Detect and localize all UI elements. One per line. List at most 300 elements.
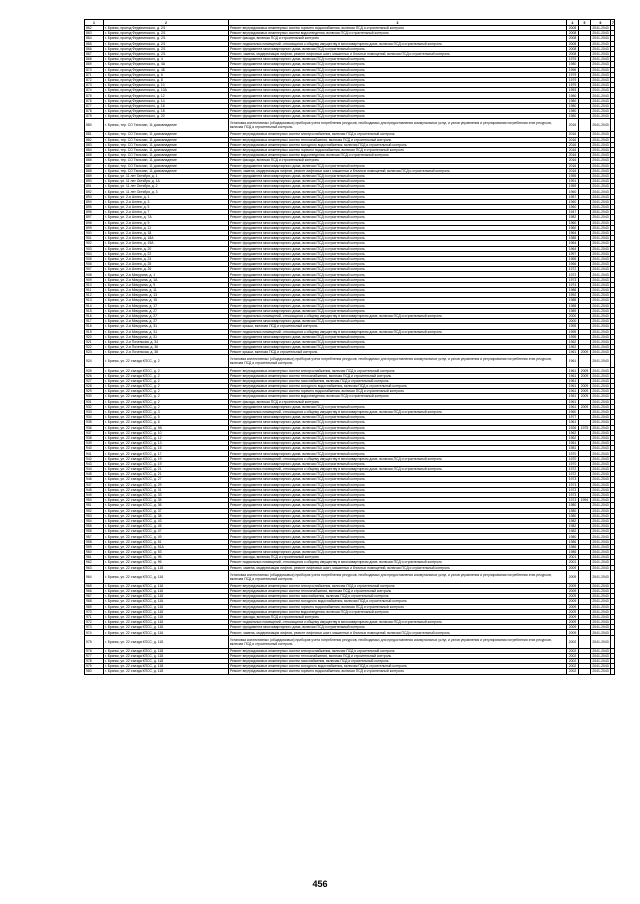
work-type-cell: Ремонт фундамента многоквартирного дома, включая ПСД и строительный контроль	[229, 420, 567, 425]
planned-period-cell: 2041-2043	[592, 103, 609, 108]
row-number-cell: 937	[85, 430, 104, 435]
address-cell: г. Брянск, ул. 22 съезда КПСС, д. 116	[104, 614, 229, 619]
planned-period-cell: 2041-2043	[592, 329, 609, 334]
year-built-cell: 1961	[567, 368, 579, 373]
year-built-cell: 1988	[567, 288, 579, 293]
address-cell: г. Брянск, ул. 2-я Мичурина, д. 11	[104, 288, 229, 293]
work-type-cell: Ремонт, замена, модернизация лифтов, ремонт лифтовых шахт, машинных и блочных помещений, включая ПСД и строительный контроль	[229, 565, 567, 570]
row-number-cell: 967	[85, 594, 104, 599]
work-type-cell: Ремонт внутридомовых инженерных систем холодного водоснабжения, включая ПСД и строительный контроль	[229, 599, 567, 604]
note-cell	[611, 119, 615, 132]
year-built-cell: 1995	[567, 324, 579, 329]
planned-period-cell: 2041-2043	[592, 565, 609, 570]
planned-period-cell: 2041-2043	[592, 345, 609, 350]
work-type-cell: Ремонт фундамента многоквартирного дома, включая ПСД и строительный контроль	[229, 345, 567, 350]
planned-period-cell: 2041-2043	[592, 114, 609, 119]
planned-period-cell: 2041-2043	[592, 384, 609, 389]
address-cell: г. Брянск, тер. СО Тюльпан, 11 домовладение	[104, 163, 229, 168]
address-cell: г. Брянск, ул. 2-я Аллея, д. 7А	[104, 215, 229, 220]
planned-period-cell: 2041-2043	[592, 472, 609, 477]
row-number-cell: 912	[85, 293, 104, 298]
planned-period-cell: 2041-2043	[592, 477, 609, 482]
address-cell: г. Брянск, проезд Федюнинского, д. 10	[104, 83, 229, 88]
work-type-cell: Ремонт фундамента многоквартирного дома, включая ПСД и строительный контроль	[229, 472, 567, 477]
work-type-cell: Ремонт фундамента многоквартирного дома, включая ПСД и строительный контроль	[229, 103, 567, 108]
row-number-cell: 950	[85, 498, 104, 503]
address-cell: г. Брянск, ул. 22 съезда КПСС, д. 53	[104, 550, 229, 555]
address-cell: г. Брянск, ул. 22 съезда КПСС, д. 51	[104, 539, 229, 544]
work-type-cell: Ремонт фасада, включая ПСД и строительный контроль	[229, 614, 567, 619]
year-built-cell: 1997	[567, 251, 579, 256]
row-number-cell: 903	[85, 246, 104, 251]
work-type-cell: Ремонт фундамента многоквартирного дома, включая ПСД и строительный контроль	[229, 544, 567, 549]
work-type-cell: Ремонт внутридомовых инженерных систем газоснабжения, включая ПСД и строительный контроль	[229, 378, 567, 383]
year-overhaul-cell	[579, 635, 591, 648]
address-cell: г. Брянск, ул. 22 съезда КПСС, д. 2	[104, 389, 229, 394]
year-built-cell: 2002	[567, 659, 579, 664]
year-overhaul-cell: 1975	[579, 425, 591, 430]
address-cell: г. Брянск, ул. 22 съезда КПСС, д. 116	[104, 570, 229, 583]
header-cell-2: 2	[104, 20, 229, 26]
work-type-cell: Ремонт фундамента многоквартирного дома, включая ПСД и строительный контроль	[229, 487, 567, 492]
work-type-cell: Ремонт крыши, включая ПСД и строительный контроль	[229, 350, 567, 355]
year-built-cell: 1962	[567, 435, 579, 440]
address-cell: г. Брянск, ул. 2-я Мичурина, д. 13	[104, 293, 229, 298]
work-type-cell: Ремонт внутридомовых инженерных систем газоснабжения, включая ПСД и строительный контроль	[229, 594, 567, 599]
address-cell: г. Брянск, ул. 22 съезда КПСС, д. 2	[104, 399, 229, 404]
table-body	[85, 26, 615, 675]
year-built-cell: 1992	[567, 293, 579, 298]
year-built-cell: 1961	[567, 394, 579, 399]
row-number-cell: 936	[85, 425, 104, 430]
year-built-cell: 2002	[567, 635, 579, 648]
row-number-cell: 928	[85, 384, 104, 389]
planned-period-cell: 2041-2043	[592, 98, 609, 103]
work-type-cell: Ремонт внутридомовых инженерных систем горячего водоснабжения, включая ПСД и строительный контроль	[229, 604, 567, 609]
planned-period-cell: 2041-2043	[592, 498, 609, 503]
work-type-cell: Ремонт фундамента многоквартирного дома, включая ПСД и строительный контроль	[229, 446, 567, 451]
row-number-cell: 930	[85, 394, 104, 399]
year-built-cell: 1961	[567, 389, 579, 394]
address-cell: г. Брянск, проезд Федюнинского, д. 4Б	[104, 67, 229, 72]
year-built-cell: 2009	[567, 599, 579, 604]
planned-period-cell: 2041-2043	[592, 446, 609, 451]
row-number-cell: 945	[85, 472, 104, 477]
address-cell: г. Брянск, ул. 22 съезда КПСС, д. 19	[104, 461, 229, 466]
row-number-cell: 920	[85, 334, 104, 339]
planned-period-cell: 2041-2043	[592, 88, 609, 93]
work-type-cell: Ремонт фундамента многоквартирного дома, включая ПСД и строительный контроль	[229, 308, 567, 313]
row-number-cell: 935	[85, 420, 104, 425]
planned-period-cell: 2041-2043	[592, 425, 609, 430]
address-cell: г. Брянск, ул. 2-я Мичурина, д. 27	[104, 313, 229, 318]
year-overhaul-cell: 2009	[579, 404, 591, 409]
year-built-cell: 1959	[567, 184, 579, 189]
planned-period-cell: 2041-2043	[592, 550, 609, 555]
work-type-cell: Ремонт внутридомовых инженерных систем водоотведения, включая ПСД и строительный контроль	[229, 153, 567, 158]
planned-period-cell: 2041-2043	[592, 534, 609, 539]
address-cell: г. Брянск, ул. 22 съезда КПСС, д. 116	[104, 583, 229, 588]
row-number-cell: 948	[85, 487, 104, 492]
work-type-cell: Ремонт подвальных помещений, относящихся к общему имуществу в многоквартирном доме, включая ПСД и строительный контроль	[229, 329, 567, 334]
address-cell: г. Брянск, ул. 2-я Мичурина, д. 1	[104, 272, 229, 277]
row-number-cell: 906	[85, 262, 104, 267]
address-cell: г. Брянск, ул. 22 съезда КПСС, д. 2	[104, 368, 229, 373]
year-built-cell: 2008	[567, 46, 579, 51]
work-type-cell: Ремонт, замена, модернизация лифтов, ремонт лифтовых шахт, машинных и блочных помещений, включая ПСД и строительный контроль	[229, 51, 567, 56]
planned-period-cell: 2041-2043	[592, 236, 609, 241]
work-type-cell: Ремонт фундамента многоквартирного дома, включая ПСД и строительный контроль	[229, 173, 567, 178]
row-number-cell: 883	[85, 142, 104, 147]
address-cell: г. Брянск, ул. 11 лет Октября, д. 2	[104, 184, 229, 189]
planned-period-cell: 2041-2043	[592, 31, 609, 36]
year-built-cell: 2009	[567, 609, 579, 614]
year-built-cell: 1989	[567, 308, 579, 313]
row-number-cell: 902	[85, 241, 104, 246]
address-cell: г. Брянск, ул. 2-я Аллея, д. 18	[104, 230, 229, 235]
year-overhaul-cell: 2009	[579, 394, 591, 399]
address-cell: г. Брянск, ул. 2-я Аллея, д. 1	[104, 194, 229, 199]
planned-period-cell: 2041-2043	[592, 461, 609, 466]
planned-period-cell: 2041-2043	[592, 241, 609, 246]
address-cell: г. Брянск, ул. 2-я Мичурина, д. 15	[104, 298, 229, 303]
work-type-cell: Ремонт фундамента многоквартирного дома, включая ПСД и строительный контроль	[229, 425, 567, 430]
address-cell: г. Брянск, проезд Федюнинского, д. 10А	[104, 88, 229, 93]
address-cell: г. Брянск, проезд Федюнинского, д. 20	[104, 114, 229, 119]
address-cell: г. Брянск, ул. 22 съезда КПСС, д. 116	[104, 625, 229, 630]
work-type-cell: Ремонт, замена, модернизация лифтов, ремонт лифтовых шахт, машинных и блочных помещений, включая ПСД и строительный контроль	[229, 630, 567, 635]
planned-period-cell: 2041-2043	[592, 404, 609, 409]
year-built-cell: 1947	[567, 210, 579, 215]
planned-period-cell: 2041-2043	[592, 231, 609, 236]
row-number-cell: 933	[85, 409, 104, 414]
row-number-cell: 951	[85, 503, 104, 508]
work-type-cell: Ремонт фундамента многоквартирного дома, включая ПСД и строительный контроль	[229, 262, 567, 267]
row-number-cell: 969	[85, 604, 104, 609]
row-number-cell: 972	[85, 620, 104, 625]
work-type-cell: Ремонт фундамента многоквартирного дома, включая ПСД и строительный контроль	[229, 435, 567, 440]
address-cell: г. Брянск, ул. 2-я Аллея, д. 20	[104, 246, 229, 251]
row-number-cell: 908	[85, 272, 104, 277]
year-built-cell: 1961	[567, 378, 579, 383]
register-table	[84, 19, 615, 675]
planned-period-cell: 2041-2043	[592, 373, 609, 378]
planned-period-cell: 2041-2043	[592, 482, 609, 487]
register-table-container	[84, 19, 614, 675]
year-built-cell: 1982	[567, 529, 579, 534]
year-overhaul-cell: 2009	[579, 368, 591, 373]
year-built-cell: 1988	[567, 303, 579, 308]
year-built-cell: 1955	[567, 173, 579, 178]
address-cell: г. Брянск, ул. 22 съезда КПСС, д. 13	[104, 441, 229, 446]
address-cell: г. Брянск, тер. СО Тюльпан, 11 домовладение	[104, 142, 229, 147]
work-type-cell: Ремонт фундамента многоквартирного дома, включая ПСД и строительный контроль	[229, 184, 567, 189]
planned-period-cell: 2041-2043	[592, 664, 609, 669]
planned-period-cell: 2041-2043	[592, 298, 609, 303]
work-type-cell: Ремонт фундамента многоквартирного дома, включая ПСД и строительный контроль	[229, 93, 567, 98]
year-built-cell: 2008	[567, 36, 579, 41]
address-cell: г. Брянск, ул. 22 съезда КПСС, д. 43	[104, 518, 229, 523]
work-type-cell: Ремонт фундамента многоквартирного дома, включая ПСД и строительный контроль	[229, 163, 567, 168]
planned-period-cell: 2041-2043	[592, 168, 609, 173]
work-type-cell: Ремонт внутридомовых инженерных систем водоотведения, включая ПСД и строительный контроль	[229, 394, 567, 399]
planned-period-cell: 2041-2043	[592, 308, 609, 313]
header-cell-7: 7	[612, 20, 614, 25]
address-cell: г. Брянск, проезд Федюнинского, д. 16	[104, 103, 229, 108]
work-type-cell: Ремонт фундамента многоквартирного дома, включая ПСД и строительный контроль	[229, 508, 567, 513]
year-built-cell: 2016	[567, 137, 579, 142]
year-built-cell: 1965	[567, 256, 579, 261]
year-built-cell: 1970	[567, 451, 579, 456]
year-built-cell: 2009	[567, 625, 579, 630]
planned-period-cell: 2041-2043	[592, 583, 609, 588]
year-built-cell: 2002	[567, 669, 579, 674]
planned-period-cell: 2041-2043	[592, 26, 609, 31]
work-type-cell: Ремонт фундамента многоквартирного дома, включая ПСД и строительный контроль	[229, 498, 567, 503]
address-cell: г. Брянск, ул. 22 съезда КПСС, д. 116	[104, 630, 229, 635]
row-number-cell: 877	[85, 103, 104, 108]
work-type-cell: Ремонт фундамента многоквартирного дома, включая ПСД и строительный контроль	[229, 67, 567, 72]
year-built-cell: 1961	[567, 441, 579, 446]
table-row	[85, 119, 615, 132]
row-number-cell: 949	[85, 492, 104, 497]
year-built-cell: 1982	[567, 518, 579, 523]
year-built-cell: 1980	[567, 114, 579, 119]
planned-period-cell: 2041-2043	[592, 594, 609, 599]
year-built-cell: 1960	[567, 189, 579, 194]
year-built-cell: 1973	[567, 498, 579, 503]
address-cell: г. Брянск, ул. 22 съезда КПСС, д. 29	[104, 482, 229, 487]
address-cell: г. Брянск, ул. 22 съезда КПСС, д. 116	[104, 588, 229, 593]
planned-period-cell: 2041-2043	[592, 560, 609, 565]
planned-period-cell: 2041-2043	[592, 72, 609, 77]
year-built-cell: 1973	[567, 477, 579, 482]
address-cell: г. Брянск, ул. 22 съезда КПСС, д. 10	[104, 430, 229, 435]
planned-period-cell: 2041-2043	[592, 493, 609, 498]
work-type-cell: Ремонт фундамента многоквартирного дома, включая ПСД и строительный контроль	[229, 251, 567, 256]
row-number-cell: 953	[85, 513, 104, 518]
work-type-cell: Ремонт внутридомовых инженерных систем электроснабжения, включая ПСД и строительный контроль	[229, 648, 567, 653]
address-cell: г. Брянск, ул. 22 съезда КПСС, д. 2	[104, 394, 229, 399]
work-type-cell: Ремонт внутридомовых инженерных систем теплоснабжения, включая ПСД и строительный контроль	[229, 373, 567, 378]
address-cell: г. Брянск, ул. 2-я Аллея, д. 7	[104, 210, 229, 215]
row-number-cell: 909	[85, 277, 104, 282]
address-cell: г. Брянск, ул. 22 съезда КПСС, д. 19	[104, 456, 229, 461]
row-number-cell: 973	[85, 625, 104, 630]
row-number-cell: 938	[85, 435, 104, 440]
row-number-cell: 876	[85, 98, 104, 103]
planned-period-cell: 2041-2043	[592, 142, 609, 147]
address-cell: г. Брянск, ул. 22 съезда КПСС, д. 51А	[104, 544, 229, 549]
work-type-cell: Ремонт подвальных помещений, относящихся к общему имуществу в многоквартирном доме, включая ПСД и строительный контроль	[229, 560, 567, 565]
year-built-cell: 1973	[567, 277, 579, 282]
address-cell: г. Брянск, ул. 22 съезда КПСС, д. 118	[104, 669, 229, 674]
year-built-cell: 1961	[567, 404, 579, 409]
row-number-cell: 954	[85, 518, 104, 523]
row-number-cell: 962	[85, 560, 104, 565]
work-type-cell: Ремонт фундамента многоквартирного дома, включая ПСД и строительный контроль	[229, 524, 567, 529]
address-cell: г. Брянск, тер. СО Тюльпан, 11 домовладение	[104, 168, 229, 173]
row-number-cell: 916	[85, 313, 104, 318]
planned-period-cell: 2041-2043	[592, 524, 609, 529]
planned-period-cell: 2041-2043	[592, 77, 609, 82]
year-built-cell: 2008	[567, 51, 579, 56]
row-number-cell: 929	[85, 389, 104, 394]
table-row	[85, 669, 615, 674]
year-built-cell: 2009	[567, 583, 579, 588]
row-number-cell: 914	[85, 303, 104, 308]
work-type-cell: Ремонт фундамента многоквартирного дома, включая ПСД и строительный контроль	[229, 272, 567, 277]
year-built-cell: 1972	[567, 467, 579, 472]
year-built-cell: 1980	[567, 98, 579, 103]
address-cell: г. Брянск, ул. 22 съезда КПСС, д. 116	[104, 594, 229, 599]
note-cell	[611, 355, 615, 368]
row-number-cell: 955	[85, 524, 104, 529]
planned-period-cell: 2041-2043	[592, 555, 609, 560]
planned-period-cell: 2041-2043	[592, 83, 609, 88]
work-type-cell: Ремонт фундамента многоквартирного дома, включая ПСД и строительный контроль	[229, 298, 567, 303]
planned-period-cell: 2041-2043	[592, 399, 609, 404]
work-type-cell: Ремонт внутридомовых инженерных систем холодного водоснабжения, включая ПСД и строительный контроль	[229, 664, 567, 669]
year-built-cell: 1980	[567, 109, 579, 114]
planned-period-cell: 2041-2043	[592, 189, 609, 194]
work-type-cell: Ремонт фасада, включая ПСД и строительный контроль	[229, 36, 567, 41]
year-built-cell: 1972	[567, 272, 579, 277]
address-cell: г. Брянск, ул. 2-я Аллея, д. 26	[104, 267, 229, 272]
row-number-cell: 893	[85, 194, 104, 199]
row-number-cell: 964	[85, 570, 104, 583]
planned-period-cell: 2041-2043	[592, 109, 609, 114]
work-type-cell: Ремонт внутридомовых инженерных систем водоотведения, включая ПСД и строительный контроль	[229, 31, 567, 36]
work-type-cell: Ремонт фундамента многоквартирного дома, включая ПСД и строительный контроль	[229, 72, 567, 77]
work-type-cell: Ремонт фундамента многоквартирного дома, включая ПСД и строительный контроль	[229, 334, 567, 339]
planned-period-cell: 2041-2043	[592, 378, 609, 383]
year-built-cell: 1957	[567, 194, 579, 199]
work-type-cell: Ремонт крыши, включая ПСД и строительный контроль	[229, 324, 567, 329]
work-type-cell: Ремонт фундамента многоквартирного дома, включая ПСД и строительный контроль	[229, 205, 567, 210]
row-number-cell: 862	[85, 26, 104, 31]
address-cell: г. Брянск, ул. 22 съезда КПСС, д. 35	[104, 498, 229, 503]
year-built-cell: 1973	[567, 492, 579, 497]
year-built-cell: 1972	[567, 472, 579, 477]
row-number-cell: 869	[85, 62, 104, 67]
year-built-cell: 1982	[567, 524, 579, 529]
planned-period-cell: 2041-2043	[592, 487, 609, 492]
year-built-cell: 2009	[567, 604, 579, 609]
row-number-cell: 889	[85, 173, 104, 178]
work-type-cell: Ремонт внутридомовых инженерных систем горячего водоснабжения, включая ПСД и строительный контроль	[229, 389, 567, 394]
planned-period-cell: 2041-2043	[592, 539, 609, 544]
address-cell: г. Брянск, ул. 22 съезда КПСС, д. 96	[104, 555, 229, 560]
year-overhaul-cell: 2009	[579, 384, 591, 389]
address-cell: г. Брянск, проезд Федюнинского, д. 2/1	[104, 26, 229, 31]
year-built-cell: 2009	[567, 588, 579, 593]
year-built-cell: 2009	[567, 630, 579, 635]
address-cell: г. Брянск, тер. СО Тюльпан, 11 домовладение	[104, 153, 229, 158]
work-type-cell: Ремонт фундамента многоквартирного дома, включая ПСД и строительный контроль	[229, 179, 567, 184]
row-number-cell: 915	[85, 308, 104, 313]
work-type-cell: Ремонт подвальных помещений, относящихся к общему имуществу в многоквартирном доме, включая ПСД и строительный контроль	[229, 41, 567, 46]
row-number-cell: 961	[85, 555, 104, 560]
address-cell: г. Брянск, проезд Федюнинского, д. 2/1	[104, 51, 229, 56]
planned-period-cell: 2041-2043	[592, 179, 609, 184]
year-built-cell: 1960	[567, 220, 579, 225]
planned-period-cell: 2041-2043	[592, 648, 609, 653]
year-built-cell: 2016	[567, 168, 579, 173]
year-built-cell: 2008	[567, 31, 579, 36]
work-type-cell: Ремонт подвальных помещений, относящихся к общему имуществу в многоквартирном доме, включая ПСД и строительный контроль	[229, 313, 567, 318]
planned-period-cell: 2041-2043	[592, 137, 609, 142]
planned-period-cell: 2041-2043	[592, 620, 609, 625]
row-number-cell: 905	[85, 256, 104, 261]
work-type-cell: Ремонт фундамента многоквартирного дома, включая ПСД и строительный контроль	[229, 114, 567, 119]
year-built-cell: 2009	[567, 614, 579, 619]
work-type-cell: Ремонт фундамента многоквартирного дома, включая ПСД и строительный контроль	[229, 236, 567, 241]
planned-period-cell: 2041-2043	[592, 288, 609, 293]
work-type-cell: Ремонт внутридомовых инженерных систем теплоснабжения, включая ПСД и строительный контроль	[229, 588, 567, 593]
work-type-cell: Ремонт подвальных помещений, относящихся к общему имуществу в многоквартирном доме, включая ПСД и строительный контроль	[229, 456, 567, 461]
planned-period-cell: 2041-2043	[591, 570, 611, 583]
year-built-cell: 1980	[567, 508, 579, 513]
address-cell: г. Брянск, ул. 22 съезда КПСС, д. 118	[104, 653, 229, 658]
work-type-cell: Ремонт фундамента многоквартирного дома, включая ПСД и строительный контроль	[229, 256, 567, 261]
year-built-cell: 1979	[567, 83, 579, 88]
year-built-cell: 1961	[567, 355, 579, 368]
row-number-cell: 919	[85, 329, 104, 334]
row-number-cell: 879	[85, 114, 104, 119]
row-number-cell: 897	[85, 215, 104, 220]
planned-period-cell: 2041-2043	[592, 435, 609, 440]
row-number-cell: 927	[85, 378, 104, 383]
address-cell: г. Брянск, ул. 22 съезда КПСС, д. 6	[104, 420, 229, 425]
row-number-cell: 865	[85, 41, 104, 46]
work-type-cell: Ремонт фундамента многоквартирного дома, включая ПСД и строительный контроль	[229, 277, 567, 282]
year-built-cell: 1981	[567, 446, 579, 451]
row-number-cell: 881	[85, 132, 104, 137]
work-type-cell: Ремонт фундамента многоквартирного дома, включая ПСД и строительный контроль	[229, 451, 567, 456]
row-number-cell: 965	[85, 583, 104, 588]
planned-period-cell: 2041-2043	[592, 52, 609, 57]
row-number-cell: 959	[85, 544, 104, 549]
table-row	[85, 635, 615, 648]
year-built-cell: 2016	[567, 158, 579, 163]
address-cell: г. Брянск, ул. 22 съезда КПСС, д. 116	[104, 565, 229, 570]
year-overhaul-cell	[579, 669, 591, 674]
planned-period-cell: 2041-2043	[592, 293, 609, 298]
row-number-cell: 887	[85, 163, 104, 168]
year-overhaul-cell: 2009	[579, 350, 591, 355]
planned-period-cell: 2041-2043	[592, 669, 609, 674]
address-cell: г. Брянск, ул. 22 съезда КПСС, д. 5	[104, 415, 229, 420]
planned-period-cell: 2041-2043	[592, 319, 609, 324]
address-cell: г. Брянск, ул. 22 съезда КПСС, д. 31	[104, 487, 229, 492]
year-overhaul-cell: 2009	[579, 373, 591, 378]
work-type-cell: Ремонт внутридомовых инженерных систем электроснабжения, включая ПСД и строительный контроль	[229, 368, 567, 373]
row-number-cell: 946	[85, 477, 104, 482]
work-type-cell: Ремонт фундамента многоквартирного дома, включая ПСД и строительный контроль	[229, 225, 567, 230]
address-cell: г. Брянск, ул. 2-я Мичурина, д. 31	[104, 334, 229, 339]
work-type-cell: Ремонт внутридомовых инженерных систем электроснабжения, включая ПСД и строительный контроль	[229, 583, 567, 588]
planned-period-cell: 2041-2043	[592, 93, 609, 98]
row-number-cell: 885	[85, 153, 104, 158]
note-cell	[611, 669, 615, 674]
year-built-cell: 1991	[567, 179, 579, 184]
row-number-cell: 952	[85, 508, 104, 513]
planned-period-cell: 2041-2043	[591, 355, 611, 368]
row-number-cell: 922	[85, 345, 104, 350]
year-built-cell: 1985	[567, 236, 579, 241]
row-number-cell: 921	[85, 339, 104, 344]
